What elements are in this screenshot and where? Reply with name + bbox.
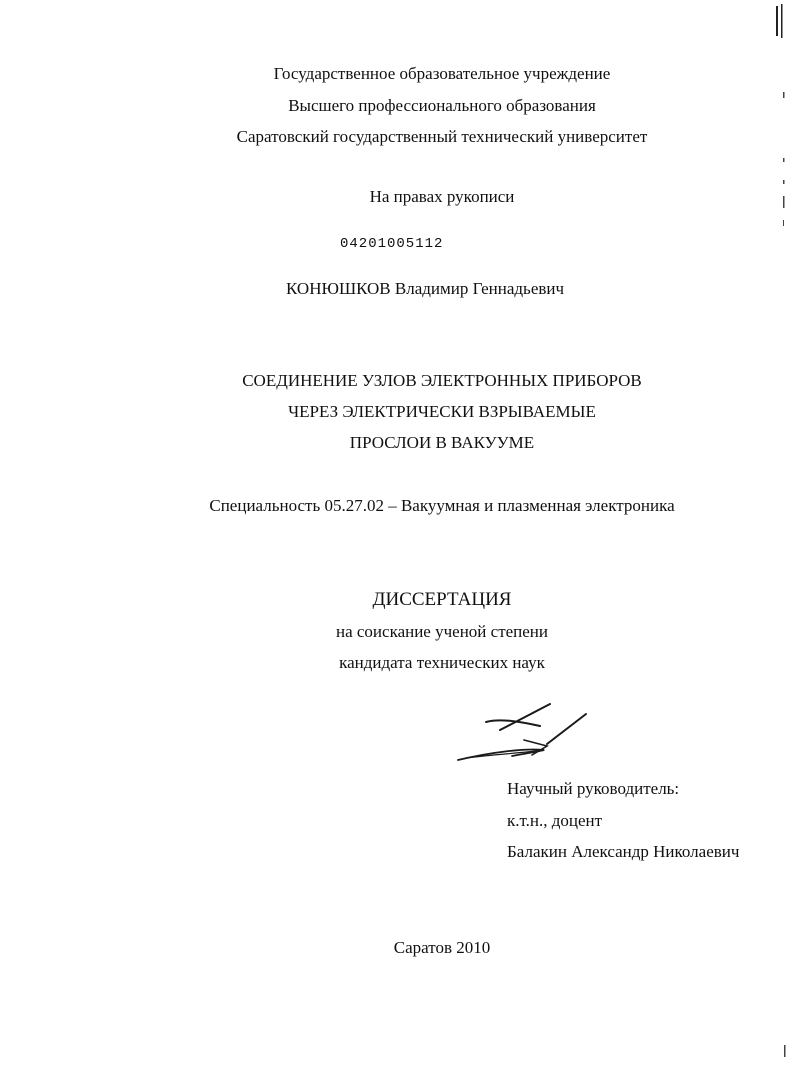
handwritten-signature-icon [452,700,592,770]
scan-edge-marks [772,0,792,1091]
institution-line-1: Государственное образовательное учреждение [273,64,611,83]
thesis-degree-line-1: на соискание ученой степени [335,622,549,641]
registration-number: 04201005112 [340,236,444,252]
specialty: Специальность 05.27.02 – Вакуумная и плазменная электроника [209,496,675,515]
institution-line-2: Высшего профессионального образования [288,96,596,115]
thesis-degree-line-2: кандидата технических наук [339,653,545,672]
title-line-3: ПРОСЛОИ В ВАКУУМЕ [349,433,535,452]
city-year: Саратов 2010 [393,938,491,957]
supervisor-name: Балакин Александр Николаевич [507,842,740,861]
supervisor-degree: к.т.н., доцент [507,811,603,830]
manuscript-note: На правах рукописи [369,187,515,206]
supervisor-label: Научный руководитель: [507,779,680,798]
thesis-heading: ДИССЕРТАЦИЯ [372,589,512,610]
title-line-2: ЧЕРЕЗ ЭЛЕКТРИЧЕСКИ ВЗРЫВАЕМЫЕ [288,402,596,421]
title-line-1: СОЕДИНЕНИЕ УЗЛОВ ЭЛЕКТРОННЫХ ПРИБОРОВ [242,371,642,390]
author-name: КОНЮШКОВ Владимир Геннадьевич [286,279,565,298]
institution-line-3: Саратовский государственный технический университет [236,127,648,146]
